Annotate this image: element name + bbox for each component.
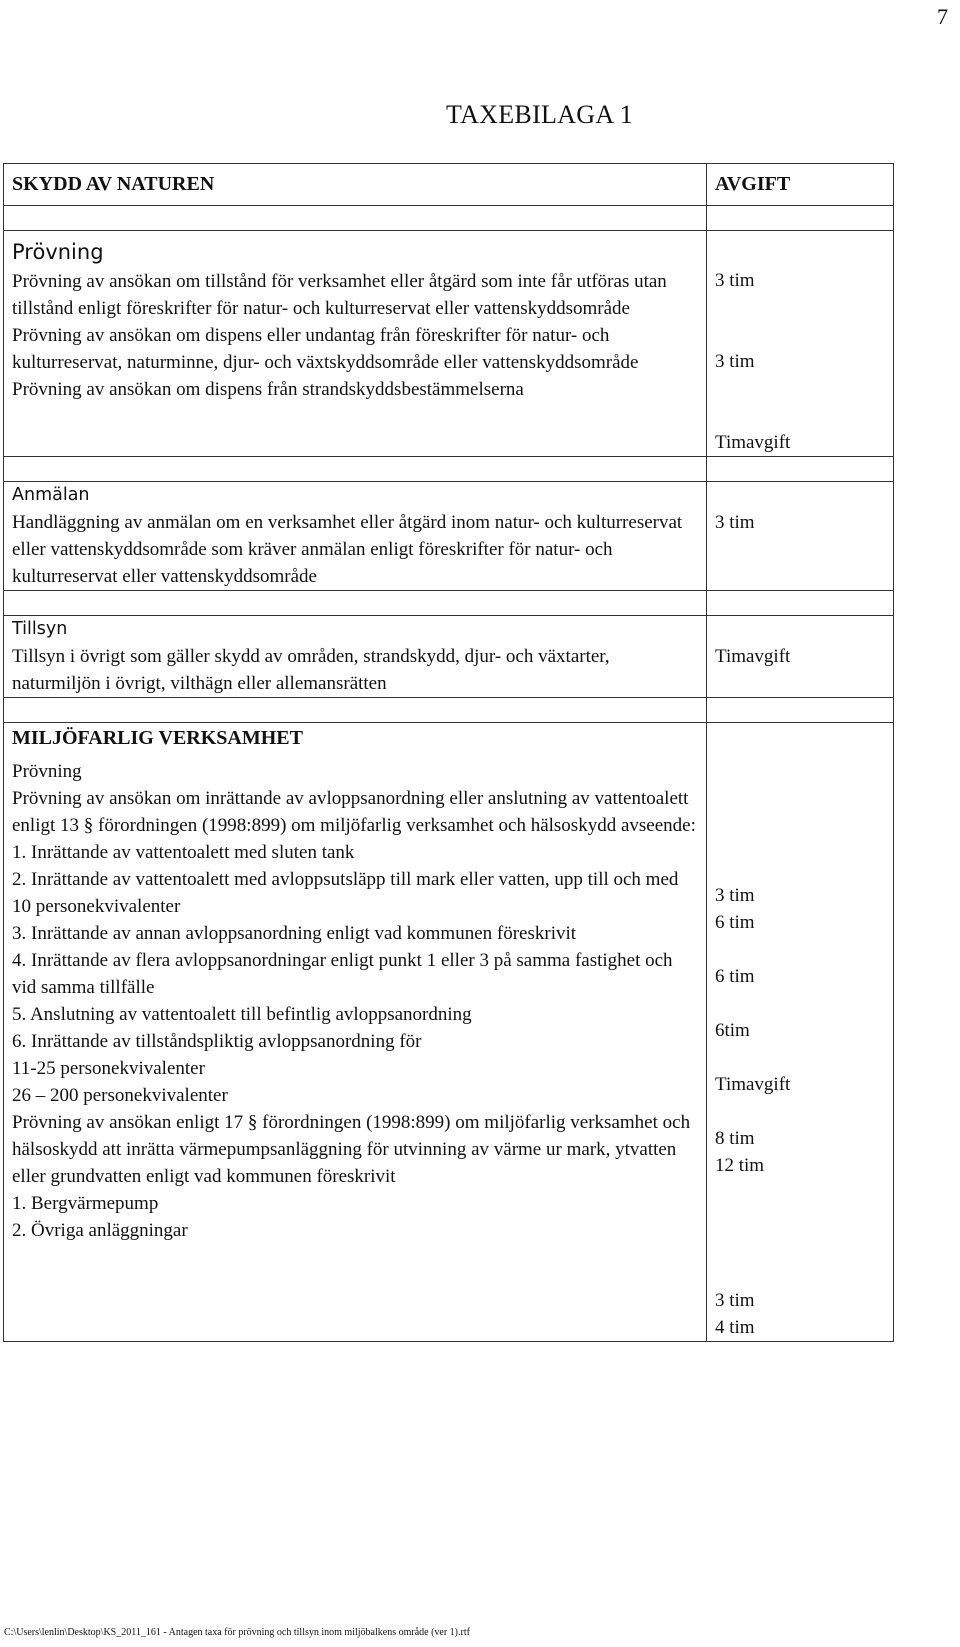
- subsection-label-provning: Prövning: [12, 240, 104, 264]
- table-row: [4, 231, 894, 457]
- table-row: [4, 591, 894, 616]
- row-text: 4. Inrättande av flera avloppsanordningar enligt punkt 1 eller 3 på samma fastighet och vid samma tillfälle: [12, 950, 673, 998]
- fee-value: 3 tim: [715, 512, 755, 533]
- fee-value: 8 tim: [715, 1128, 755, 1149]
- row-text: Prövning av ansökan om dispens från strandskyddsbestämmelserna: [12, 379, 524, 400]
- table-row: [4, 723, 894, 1342]
- section-header-skydd: SKYDD AV NATUREN: [4, 164, 707, 206]
- fee-value: 3 tim: [715, 270, 755, 291]
- row-text: 2. Inrättande av vattentoalett med avloppsutsläpp till mark eller vatten, upp till och med 10 personekvivalenter: [12, 869, 679, 917]
- row-text: 6. Inrättande av tillståndspliktig avloppsanordning för: [12, 1031, 422, 1052]
- fee-table: [3, 163, 894, 1342]
- table-row: [4, 616, 894, 698]
- fee-value: Timavgift: [715, 646, 791, 667]
- row-text: 11-25 personekvivalenter: [12, 1058, 205, 1079]
- fee-value: Timavgift: [715, 1074, 791, 1095]
- row-text: Tillsyn i övrigt som gäller skydd av områden, strandskydd, djur- och växtarter, naturmiljön i övrigt, vilthägn eller allemansrätten: [12, 646, 610, 694]
- section-header-miljo: MILJÖFARLIG VERKSAMHET: [12, 727, 303, 749]
- table-row: [4, 457, 894, 482]
- fee-value: 3 tim: [715, 885, 755, 906]
- row-text: 2. Övriga anläggningar: [12, 1220, 188, 1241]
- file-path-footer: C:\Users\lenlin\Desktop\KS_2011_161 - Antagen taxa för prövning och tillsyn inom miljöbalkens område (ver 1).rtf: [4, 1627, 470, 1638]
- row-text: Prövning av ansökan enligt 17 § förordningen (1998:899) om miljöfarlig verksamhet och hälsoskydd att inrätta värmepumpsanläggning för utvinning av värme ur mark, ytvatten eller grundvatten enligt vad kommunen föreskrivit: [12, 1112, 691, 1187]
- page-number: 7: [937, 4, 948, 29]
- subsection-label-tillsyn: Tillsyn: [12, 619, 68, 639]
- fee-value: 4 tim: [715, 1317, 755, 1338]
- row-text: 1. Bergvärmepump: [12, 1193, 159, 1214]
- fee-value: 3 tim: [715, 1290, 755, 1311]
- table-row: [4, 206, 894, 231]
- row-text: Prövning av ansökan om tillstånd för verksamhet eller åtgärd som inte får utföras utan tillstånd enligt föreskrifter för natur- och kulturreservat eller vattenskyddsområde: [12, 271, 667, 319]
- fee-value: Timavgift: [715, 432, 791, 453]
- row-text: 5. Anslutning av vattentoalett till befintlig avloppsanordning: [12, 1004, 472, 1025]
- table-row: [4, 698, 894, 723]
- fee-value: 6tim: [715, 1020, 750, 1041]
- fee-value: 12 tim: [715, 1155, 765, 1176]
- subsection-label-provning: Prövning: [12, 761, 82, 782]
- fee-column-header: AVGIFT: [707, 164, 894, 206]
- row-text: 26 – 200 personekvivalenter: [12, 1085, 228, 1106]
- table-row: [4, 482, 894, 591]
- subsection-label-anmalan: Anmälan: [12, 485, 90, 505]
- row-text: Prövning av ansökan om inrättande av avloppsanordning eller anslutning av vattentoalett enligt 13 § förordningen (1998:899) om miljöfarlig verksamhet och hälsoskydd avseende:: [12, 788, 696, 836]
- fee-value: 6 tim: [715, 966, 755, 987]
- fee-value: 3 tim: [715, 351, 755, 372]
- table-header-row: [4, 164, 894, 206]
- row-text: Handläggning av anmälan om en verksamhet eller åtgärd inom natur- och kulturreservat eller vattenskyddsområde som kräver anmälan enligt föreskrifter för natur- och kulturreservat eller vattenskyddsområde: [12, 512, 683, 587]
- row-text: 3. Inrättande av annan avloppsanordning enligt vad kommunen föreskrivit: [12, 923, 577, 944]
- row-text: Prövning av ansökan om dispens eller undantag från föreskrifter för natur- och kulturreservat, naturminne, djur- och växtskyddsområde eller vattenskyddsområde: [12, 325, 639, 373]
- fee-value: 6 tim: [715, 912, 755, 933]
- document-title: TAXEBILAGA 1: [446, 100, 634, 129]
- row-text: 1. Inrättande av vattentoalett med sluten tank: [12, 842, 355, 863]
